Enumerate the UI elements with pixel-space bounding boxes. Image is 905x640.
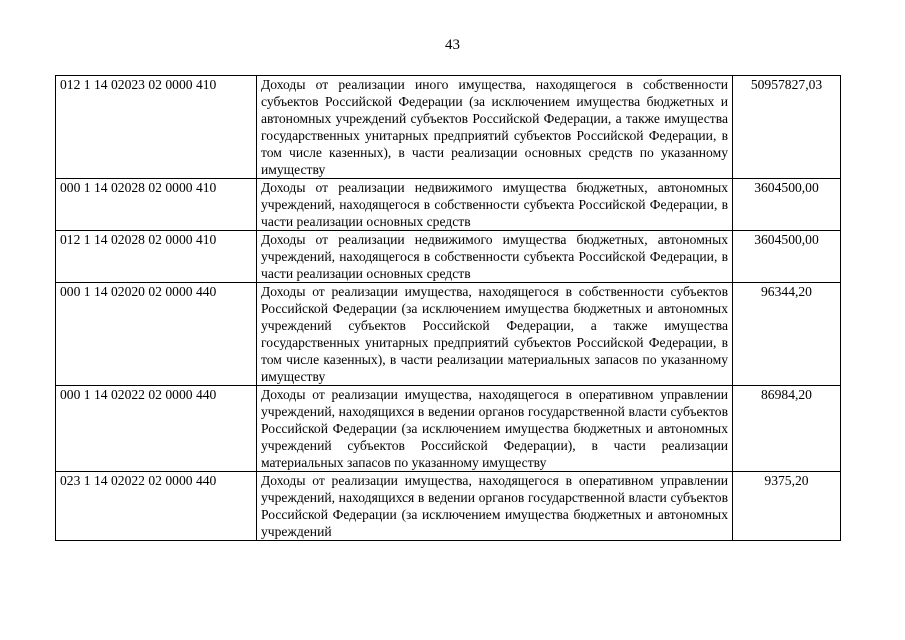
table-row — [56, 283, 841, 386]
revenue-description-cell: Доходы от реализации недвижимого имущества бюджетных, автономных учреждений, находящегося в собственности субъекта Российской Федерации, в части реализации основных средств — [257, 231, 733, 283]
table-row — [56, 386, 841, 472]
budget-code-cell: 000 1 14 02020 02 0000 440 — [56, 283, 257, 386]
revenue-description-cell: Доходы от реализации недвижимого имущества бюджетных, автономных учреждений, находящегося в собственности субъекта Российской Федерации, в части реализации основных средств — [257, 179, 733, 231]
table-row — [56, 472, 841, 541]
revenue-description-cell: Доходы от реализации иного имущества, находящегося в собственности субъектов Российской Федерации (за исключением имущества бюджетных и автономных учреждений субъектов Российской Федерации, а также имущества государственных унитарных предприятий субъектов Российской Федерации, в том числе казенных), в части реализации основных средств по указанному имуществу — [257, 76, 733, 179]
amount-cell: 9375,20 — [733, 472, 841, 541]
amount-cell: 96344,20 — [733, 283, 841, 386]
revenue-description-cell: Доходы от реализации имущества, находящегося в собственности субъектов Российской Федерации (за исключением имущества бюджетных и автономных учреждений субъектов Российской Федерации, а также имущества государственных унитарных предприятий субъектов Российской Федерации, в том числе казенных), в части реализации материальных запасов по указанному имуществу — [257, 283, 733, 386]
amount-cell: 3604500,00 — [733, 179, 841, 231]
table-row — [56, 179, 841, 231]
amount-cell: 86984,20 — [733, 386, 841, 472]
amount-cell: 50957827,03 — [733, 76, 841, 179]
revenue-description-cell: Доходы от реализации имущества, находящегося в оперативном управлении учреждений, находящихся в ведении органов государственной власти субъектов Российской Федерации (за исключением имущества бюджетных и автономных учреждений субъектов Российской Федерации), в части реализации материальных запасов по указанному имуществу — [257, 386, 733, 472]
page-number: 43 — [445, 37, 460, 53]
budget-code-cell: 012 1 14 02023 02 0000 410 — [56, 76, 257, 179]
budget-code-cell: 000 1 14 02022 02 0000 440 — [56, 386, 257, 472]
revenue-description-cell: Доходы от реализации имущества, находящегося в оперативном управлении учреждений, находящихся в ведении органов государственной власти субъектов Российской Федерации (за исключением имущества бюджетных и автономных учреждений — [257, 472, 733, 541]
budget-code-cell: 012 1 14 02028 02 0000 410 — [56, 231, 257, 283]
amount-cell: 3604500,00 — [733, 231, 841, 283]
table-row — [56, 231, 841, 283]
budget-code-cell: 000 1 14 02028 02 0000 410 — [56, 179, 257, 231]
table-row — [56, 76, 841, 179]
revenue-table — [55, 75, 841, 541]
budget-code-cell: 023 1 14 02022 02 0000 440 — [56, 472, 257, 541]
